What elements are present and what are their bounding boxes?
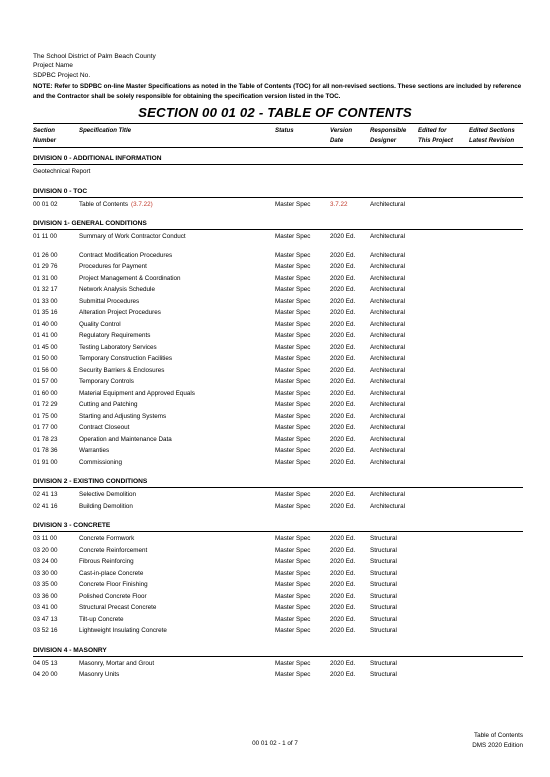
division-rule — [33, 164, 523, 165]
section-title-text: Masonry, Mortar and Grout — [79, 659, 155, 667]
toc-row — [33, 399, 523, 410]
section-title — [79, 591, 147, 602]
section-status: Master Spec — [275, 581, 311, 588]
section-responsible-designer: Architectural — [370, 366, 405, 374]
division-heading: DIVISION 1- GENERAL CONDITIONS — [33, 220, 147, 227]
section-number: 01 78 23 — [33, 435, 58, 443]
section-version-date: 2020 Ed. — [330, 581, 356, 588]
section-status: Master Spec — [275, 286, 311, 293]
section-status: Master Spec — [275, 546, 311, 554]
footer-edition: DMS 2020 Edition — [472, 742, 523, 749]
section-responsible-designer: Structural — [370, 592, 397, 600]
section-title — [79, 342, 157, 353]
section-title — [79, 231, 186, 242]
toc-row — [33, 273, 523, 284]
section-status: Master Spec — [275, 412, 311, 420]
division-heading: DIVISION 2 - EXISTING CONDITIONS — [33, 478, 148, 485]
section-title-text: Table of Contents — [79, 200, 129, 208]
section-version-date: 2020 Ed. — [330, 569, 356, 577]
section-title-text: Material Equipment and Approved Equals — [79, 389, 195, 397]
section-version-date: 2020 Ed. — [330, 592, 356, 600]
section-title-text: Regulatory Requirements — [79, 332, 151, 339]
section-title — [79, 434, 172, 445]
section-status: Master Spec — [275, 458, 311, 466]
section-number: 01 77 00 — [33, 424, 58, 431]
section-responsible-designer: Architectural — [370, 233, 405, 240]
division-heading: DIVISION 0 - ADDITIONAL INFORMATION — [33, 155, 162, 162]
section-version-date: 2020 Ed. — [330, 558, 356, 565]
section-title — [79, 556, 134, 567]
section-number: 03 35 00 — [33, 581, 58, 588]
section-version-date: 2020 Ed. — [330, 286, 356, 293]
section-responsible-designer: Architectural — [370, 424, 405, 431]
toc-row — [33, 231, 523, 242]
section-number: 01 11 00 — [33, 233, 58, 240]
col-header-version-date: Version Date — [330, 127, 353, 144]
col-header-edited-sections: Edited Sections Latest Revision — [469, 127, 515, 144]
section-status: Master Spec — [275, 671, 311, 678]
section-responsible-designer: Architectural — [370, 251, 405, 259]
section-responsible-designer: Architectural — [370, 355, 405, 362]
section-responsible-designer: Architectural — [370, 343, 405, 351]
toc-note: NOTE: Refer to SDPBC on-line Master Specifications as noted in the Table of Contents (TOC) for all non-revised sections. These sections are included by reference and the Contractor shall be solely responsible for obtaining the specification version listed in the TOC. — [33, 83, 522, 100]
section-title — [79, 501, 133, 512]
section-responsible-designer: Structural — [370, 569, 397, 577]
section-responsible-designer: Architectural — [370, 320, 405, 328]
section-responsible-designer: Architectural — [370, 200, 405, 208]
section-version-date: 2020 Ed. — [330, 263, 356, 270]
section-status: Master Spec — [275, 251, 311, 259]
section-number: 02 41 13 — [33, 491, 58, 498]
section-title-text: Contract Closeout — [79, 424, 130, 431]
section-title-text: Temporary Construction Facilities — [79, 355, 173, 362]
section-version-date: 2020 Ed. — [330, 297, 356, 305]
section-responsible-designer: Architectural — [370, 309, 405, 316]
section-title — [79, 422, 129, 433]
section-title-text: Concrete Reinforcement — [79, 546, 148, 554]
section-title — [79, 273, 181, 284]
section-title — [79, 658, 154, 669]
section-title — [79, 445, 109, 456]
section-title-text: Masonry Units — [79, 671, 120, 678]
section-status: Master Spec — [275, 274, 311, 282]
division-rule — [33, 229, 523, 230]
division-heading: DIVISION 0 - TOC — [33, 187, 88, 195]
section-title-text: Cast-in-place Concrete — [79, 569, 144, 577]
section-title-text: Security Barriers & Enclosures — [79, 366, 165, 374]
section-version-date: 2020 Ed. — [330, 659, 356, 667]
toc-row — [33, 261, 523, 272]
section-number: 01 78 36 — [33, 447, 58, 454]
col-header-edited-for-project: Edited for This Project — [418, 127, 453, 144]
section-status: Master Spec — [275, 491, 311, 498]
section-version-date: 2020 Ed. — [330, 274, 356, 282]
section-status: Master Spec — [275, 200, 311, 208]
section-number: 01 26 00 — [33, 251, 58, 259]
column-header-rule — [33, 147, 523, 148]
section-title-text: Temporary Controls — [79, 378, 134, 385]
section-title-text: Cutting and Patching — [79, 401, 138, 408]
section-title-text: Selective Demolition — [79, 491, 137, 498]
col-header-responsible-designer: Responsible Designer — [370, 127, 407, 144]
division-rule — [33, 197, 523, 198]
col-header-section-number: Section Number — [33, 127, 57, 144]
section-responsible-designer: Structural — [370, 581, 397, 588]
section-responsible-designer: Architectural — [370, 332, 405, 339]
section-title — [79, 669, 119, 680]
section-title — [79, 307, 161, 318]
toc-row — [33, 556, 523, 567]
toc-row — [33, 422, 523, 433]
section-responsible-designer: Architectural — [370, 378, 405, 385]
section-title-text: Alteration Project Procedures — [79, 309, 161, 316]
section-title-text: Testing Laboratory Services — [79, 343, 157, 351]
section-title — [79, 330, 150, 341]
section-title-text: Lightweight Insulating Concrete — [79, 627, 167, 634]
section-version-date: 2020 Ed. — [330, 491, 356, 498]
section-version-date: 2020 Ed. — [330, 435, 356, 443]
toc-row — [33, 250, 523, 261]
division-info: Geotechnical Report — [33, 168, 91, 175]
section-responsible-designer: Architectural — [370, 458, 405, 466]
section-responsible-designer: Structural — [370, 546, 397, 554]
section-title-text: Project Management & Coordination — [79, 274, 181, 282]
toc-row — [33, 388, 523, 399]
section-number: 03 30 00 — [33, 569, 58, 577]
section-title-text: Procedures for Payment — [79, 263, 147, 270]
section-title-text: Starting and Adjusting Systems — [79, 412, 167, 420]
section-title-text: Contract Modification Procedures — [79, 251, 173, 259]
section-version-date: 3.7.22 — [330, 200, 348, 208]
section-responsible-designer: Architectural — [370, 401, 405, 408]
section-number: 01 72 29 — [33, 401, 58, 408]
toc-row — [33, 545, 523, 556]
section-responsible-designer: Structural — [370, 659, 397, 667]
section-number: 01 45 00 — [33, 343, 58, 351]
toc-row — [33, 434, 523, 445]
section-version-date: 2020 Ed. — [330, 502, 356, 510]
division-heading: DIVISION 3 - CONCRETE — [33, 522, 111, 529]
section-title — [79, 250, 172, 261]
section-version-date: 2020 Ed. — [330, 320, 356, 328]
section-title — [79, 489, 136, 500]
section-number: 01 40 00 — [33, 320, 58, 328]
section-status: Master Spec — [275, 447, 311, 454]
section-number: 01 33 00 — [33, 297, 58, 305]
section-number: 03 36 00 — [33, 592, 58, 600]
section-title — [79, 296, 139, 307]
toc-row — [33, 489, 523, 500]
section-responsible-designer: Architectural — [370, 502, 405, 510]
section-status: Master Spec — [275, 389, 311, 397]
section-number: 01 60 00 — [33, 389, 58, 397]
section-status: Master Spec — [275, 615, 311, 623]
toc-row — [33, 307, 523, 318]
section-number: 01 50 00 — [33, 355, 58, 362]
division-rule — [33, 531, 523, 532]
section-responsible-designer: Structural — [370, 627, 397, 634]
section-version-date: 2020 Ed. — [330, 366, 356, 374]
section-title — [79, 602, 156, 613]
section-responsible-designer: Architectural — [370, 389, 405, 397]
section-responsible-designer: Structural — [370, 558, 397, 565]
col-header-status: Status — [275, 127, 294, 134]
section-version-date: 2020 Ed. — [330, 343, 356, 351]
section-responsible-designer: Architectural — [370, 274, 405, 282]
toc-row — [33, 658, 523, 669]
page-number: 00 01 02 - 1 of 7 — [252, 740, 298, 747]
page-title: SECTION 00 01 02 - TABLE OF CONTENTS — [138, 105, 412, 120]
section-number: 00 01 02 — [33, 200, 58, 208]
footer-doc-title: Table of Contents — [473, 732, 523, 739]
section-status: Master Spec — [275, 366, 311, 374]
section-number: 01 57 00 — [33, 378, 58, 385]
section-version-date: 2020 Ed. — [330, 389, 356, 397]
section-status: Master Spec — [275, 502, 311, 510]
section-status: Master Spec — [275, 378, 311, 385]
section-title — [79, 376, 134, 387]
section-title — [79, 353, 172, 364]
section-version-date: 2020 Ed. — [330, 233, 356, 240]
col-header-spec-title: Specification Title — [79, 127, 132, 134]
section-number: 01 32 17 — [33, 286, 58, 293]
toc-row — [33, 625, 523, 636]
section-title — [79, 411, 166, 422]
section-status: Master Spec — [275, 355, 311, 362]
section-number: 01 91 00 — [33, 458, 58, 466]
section-status: Master Spec — [275, 569, 311, 577]
toc-row — [33, 579, 523, 590]
section-title — [79, 319, 121, 330]
section-number: 03 20 00 — [33, 546, 58, 554]
division-rule — [33, 487, 523, 488]
section-version-date: 2020 Ed. — [330, 251, 356, 259]
division-heading: DIVISION 4 - MASONRY — [33, 646, 107, 654]
section-number: 03 41 00 — [33, 604, 58, 611]
section-status: Master Spec — [275, 401, 311, 408]
section-status: Master Spec — [275, 233, 311, 240]
section-number: 01 29 76 — [33, 263, 58, 270]
section-version-date: 2020 Ed. — [330, 535, 356, 542]
section-title-text: Submittal Procedures — [79, 297, 140, 305]
toc-row — [33, 365, 523, 376]
toc-row — [33, 533, 523, 544]
project-name: Project Name — [33, 62, 73, 69]
section-status: Master Spec — [275, 297, 311, 305]
section-responsible-designer: Architectural — [370, 435, 405, 443]
section-title — [79, 399, 137, 410]
section-status: Master Spec — [275, 435, 311, 443]
section-number: 03 52 16 — [33, 627, 58, 634]
section-responsible-designer: Architectural — [370, 412, 405, 420]
section-status: Master Spec — [275, 320, 311, 328]
section-title — [79, 284, 155, 295]
section-title-text: Polished Concrete Floor — [79, 592, 147, 600]
section-status: Master Spec — [275, 343, 311, 351]
section-title-text: Building Demolition — [79, 502, 133, 510]
section-number: 01 75 00 — [33, 412, 58, 420]
section-responsible-designer: Structural — [370, 671, 397, 678]
toc-row — [33, 445, 523, 456]
toc-row — [33, 457, 523, 468]
section-title-text: Operation and Maintenance Data — [79, 435, 172, 443]
section-status: Master Spec — [275, 659, 311, 667]
section-title-text: Commissioning — [79, 458, 123, 466]
section-version-date: 2020 Ed. — [330, 401, 356, 408]
section-title-version: (3.7.22) — [131, 200, 153, 208]
section-title-text: Network Analysis Schedule — [79, 286, 155, 293]
toc-row — [33, 614, 523, 625]
title-rule — [33, 123, 523, 124]
section-number: 01 41 00 — [33, 332, 58, 339]
section-version-date: 2020 Ed. — [330, 412, 356, 420]
section-number: 01 31 00 — [33, 274, 58, 282]
toc-row — [33, 669, 523, 680]
section-title — [79, 545, 147, 556]
section-status: Master Spec — [275, 309, 311, 316]
section-status: Master Spec — [275, 592, 311, 600]
section-version-date: 2020 Ed. — [330, 546, 356, 554]
section-title-text: Concrete Floor Finishing — [79, 581, 148, 588]
toc-row — [33, 353, 523, 364]
section-status: Master Spec — [275, 263, 311, 270]
section-title-text: Concrete Formwork — [79, 535, 135, 542]
section-version-date: 2020 Ed. — [330, 332, 356, 339]
project-number: SDPBC Project No. — [33, 72, 91, 79]
section-number: 03 24 00 — [33, 558, 58, 565]
section-status: Master Spec — [275, 558, 311, 565]
district-name: The School District of Palm Beach County — [33, 53, 156, 60]
section-number: 03 11 00 — [33, 535, 58, 542]
section-title-text: Quality Control — [79, 320, 121, 328]
section-status: Master Spec — [275, 627, 311, 634]
section-title — [79, 614, 124, 625]
section-status: Master Spec — [275, 535, 311, 542]
toc-row — [33, 319, 523, 330]
section-responsible-designer: Architectural — [370, 297, 405, 305]
section-responsible-designer: Architectural — [370, 286, 405, 293]
section-responsible-designer: Structural — [370, 615, 397, 623]
section-number: 01 35 16 — [33, 309, 58, 316]
section-title-text: Summary of Work Contractor Conduct — [79, 233, 186, 240]
section-version-date: 2020 Ed. — [330, 671, 356, 678]
section-title — [79, 199, 153, 210]
section-version-date: 2020 Ed. — [330, 447, 356, 454]
section-title-text: Fibrous Reinforcing — [79, 558, 134, 565]
toc-row — [33, 411, 523, 422]
section-title — [79, 388, 195, 399]
section-responsible-designer: Architectural — [370, 491, 405, 498]
section-version-date: 2020 Ed. — [330, 309, 356, 316]
section-status: Master Spec — [275, 332, 311, 339]
toc-row — [33, 568, 523, 579]
section-status: Master Spec — [275, 604, 311, 611]
section-status: Master Spec — [275, 424, 311, 431]
section-version-date: 2020 Ed. — [330, 378, 356, 385]
section-title — [79, 533, 134, 544]
section-version-date: 2020 Ed. — [330, 615, 356, 623]
toc-row — [33, 602, 523, 613]
section-title-text: Tilt-up Concrete — [79, 615, 124, 623]
section-title — [79, 261, 147, 272]
toc-row — [33, 501, 523, 512]
section-number: 04 05 13 — [33, 659, 58, 667]
toc-row — [33, 330, 523, 341]
division-rule — [33, 656, 523, 657]
section-version-date: 2020 Ed. — [330, 458, 356, 466]
section-responsible-designer: Architectural — [370, 263, 405, 270]
section-responsible-designer: Architectural — [370, 447, 405, 454]
section-number: 02 41 16 — [33, 502, 58, 510]
toc-row — [33, 296, 523, 307]
toc-row — [33, 199, 523, 210]
section-title-text: Warranties — [79, 447, 110, 454]
toc-row — [33, 376, 523, 387]
section-version-date: 2020 Ed. — [330, 424, 356, 431]
section-number: 04 20 00 — [33, 671, 58, 678]
section-title — [79, 365, 164, 376]
section-responsible-designer: Structural — [370, 535, 397, 542]
section-title — [79, 579, 148, 590]
section-title — [79, 568, 143, 579]
section-title — [79, 625, 167, 636]
toc-row — [33, 591, 523, 602]
section-number: 03 47 13 — [33, 615, 58, 623]
section-version-date: 2020 Ed. — [330, 355, 356, 362]
section-version-date: 2020 Ed. — [330, 604, 356, 611]
section-number: 01 56 00 — [33, 366, 58, 374]
section-title-text: Structural Precast Concrete — [79, 604, 157, 611]
section-responsible-designer: Structural — [370, 604, 397, 611]
section-version-date: 2020 Ed. — [330, 627, 356, 634]
toc-row — [33, 342, 523, 353]
toc-row — [33, 284, 523, 295]
section-title — [79, 457, 122, 468]
